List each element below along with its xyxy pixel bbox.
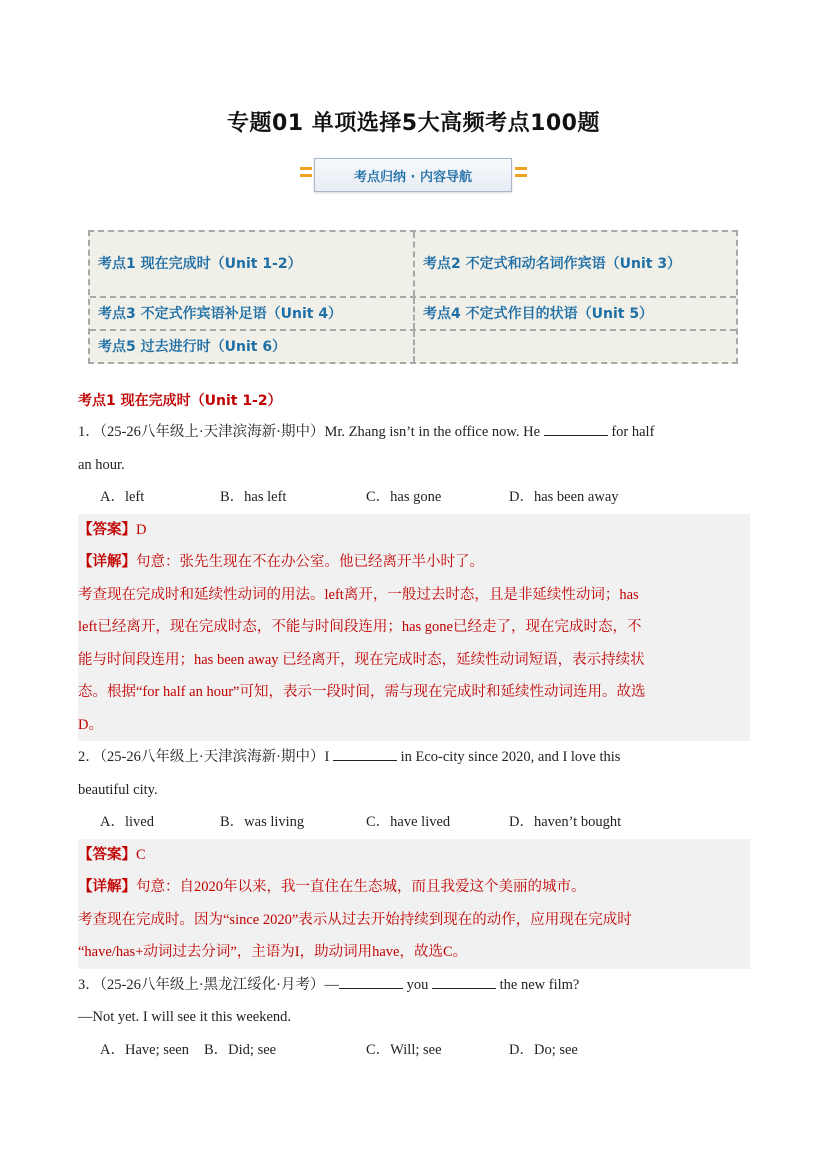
option-a[interactable]: A．lived xyxy=(100,814,154,830)
toc-empty-cell xyxy=(413,331,736,362)
option-b[interactable]: B．was living xyxy=(220,814,305,830)
nav-left-decoration xyxy=(300,167,312,183)
question-stem-cont: beautiful city. xyxy=(78,781,158,798)
toc-item-2[interactable]: 考点2 不定式和动名词作宾语（Unit 3） xyxy=(413,232,736,296)
option-c[interactable]: C．Will; see xyxy=(366,1041,442,1058)
answer-blank xyxy=(339,974,403,989)
toc-row xyxy=(90,296,736,329)
detail-text: D。 xyxy=(78,716,103,733)
toc-item-4[interactable]: 考点4 不定式作目的状语（Unit 5） xyxy=(413,298,736,329)
toc-row xyxy=(90,329,736,362)
question-stem xyxy=(78,416,750,449)
answer-box xyxy=(78,839,750,969)
detail-text: 句意：张先生现在不在办公室。他已经离开半小时了。 xyxy=(136,554,484,570)
option-b[interactable]: B．Did; see xyxy=(204,1041,277,1058)
question-text: for half xyxy=(611,424,655,440)
detail-text: 考查现在完成时。因为“since 2020”表示从过去开始持续到现在的动作，应用现在完成时 xyxy=(78,911,632,928)
detail-text: 态。根据“for half an hour”可知，表示一段时间，需与现在完成时和延续性动词连用。故选 xyxy=(78,684,646,700)
question-text: you xyxy=(406,976,429,993)
answer-value: C xyxy=(136,846,146,863)
answer-line xyxy=(78,514,744,547)
option-c[interactable]: C．have lived xyxy=(366,814,451,830)
answer-line xyxy=(78,839,744,872)
question-text: 1．（25-26八年级上·天津滨海新·期中）Mr. Zhang isn’t in the office now. He xyxy=(78,424,541,440)
detail-text: left已经离开，现在完成时态，不能与时间段连用；has gone已经走了，现在完成时态，不 xyxy=(78,619,642,635)
option-a[interactable]: A．left xyxy=(100,489,145,505)
question-1 xyxy=(78,416,750,741)
detail-text: 句意：自2020年以来，我一直住在生态城，而且我爱这个美丽的城市。 xyxy=(136,879,586,895)
toc-item-1[interactable]: 考点1 现在完成时（Unit 1-2） xyxy=(98,256,302,272)
answer-blank xyxy=(333,746,397,761)
question-text: the new film? xyxy=(499,976,580,993)
detail-label: 【详解】 xyxy=(78,554,136,570)
toc-item-3[interactable]: 考点3 不定式作宾语补足语（Unit 4） xyxy=(98,305,343,322)
toc-table xyxy=(88,230,738,364)
option-d[interactable]: D．Do; see xyxy=(509,1041,578,1058)
content-nav-banner xyxy=(300,158,527,194)
detail-line xyxy=(78,546,744,579)
detail-label: 【详解】 xyxy=(78,879,136,895)
question-stem xyxy=(78,969,750,1002)
main-content xyxy=(78,386,750,1066)
question-text: 3．（25-26八年级上·黑龙江绥化·月考）— xyxy=(78,976,339,993)
option-a[interactable]: A．Have; seen xyxy=(100,1041,189,1058)
question-text: in Eco-city since 2020, and I love this xyxy=(400,749,621,765)
answer-value: D xyxy=(136,521,147,538)
question-2 xyxy=(78,741,750,969)
page-title: 专题01 单项选择5大高频考点100题 xyxy=(226,111,600,136)
detail-text: 能与时间段连用；has been away 已经离开，现在完成时态，延续性动词短语，表示持续状 xyxy=(78,651,645,668)
option-d[interactable]: D．haven’t bought xyxy=(509,814,622,830)
answer-blank xyxy=(432,974,496,989)
detail-text: 考查现在完成时和延续性动词的用法。left离开，一般过去时态，且是非延续性动词；has xyxy=(78,586,639,603)
section-heading: 考点1 现在完成时（Unit 1-2） xyxy=(78,393,282,409)
toc-row xyxy=(90,232,736,296)
question-stem-cont: an hour. xyxy=(78,456,125,473)
toc-item-5[interactable]: 考点5 过去进行时（Unit 6） xyxy=(98,338,287,355)
question-text: 2．（25-26八年级上·天津滨海新·期中）I xyxy=(78,749,330,765)
detail-text: “have/has+动词过去分词”，主语为I，助动词用have，故选C。 xyxy=(78,944,468,960)
nav-right-decoration xyxy=(515,167,527,183)
answer-box xyxy=(78,514,750,742)
answer-label: 【答案】 xyxy=(78,521,136,538)
answer-blank xyxy=(544,421,608,436)
options-row xyxy=(78,481,750,514)
nav-label: 考点归纳 · 内容导航 xyxy=(314,158,512,192)
options-row xyxy=(78,806,750,839)
detail-line xyxy=(78,871,744,904)
question-stem-cont: —Not yet. I will see it this weekend. xyxy=(78,1009,292,1025)
option-d[interactable]: D．has been away xyxy=(509,489,619,505)
question-stem xyxy=(78,741,750,774)
question-3 xyxy=(78,969,750,1067)
answer-label: 【答案】 xyxy=(78,846,136,863)
option-b[interactable]: B．has left xyxy=(220,489,287,505)
options-row xyxy=(78,1034,750,1067)
option-c[interactable]: C．has gone xyxy=(366,489,442,505)
